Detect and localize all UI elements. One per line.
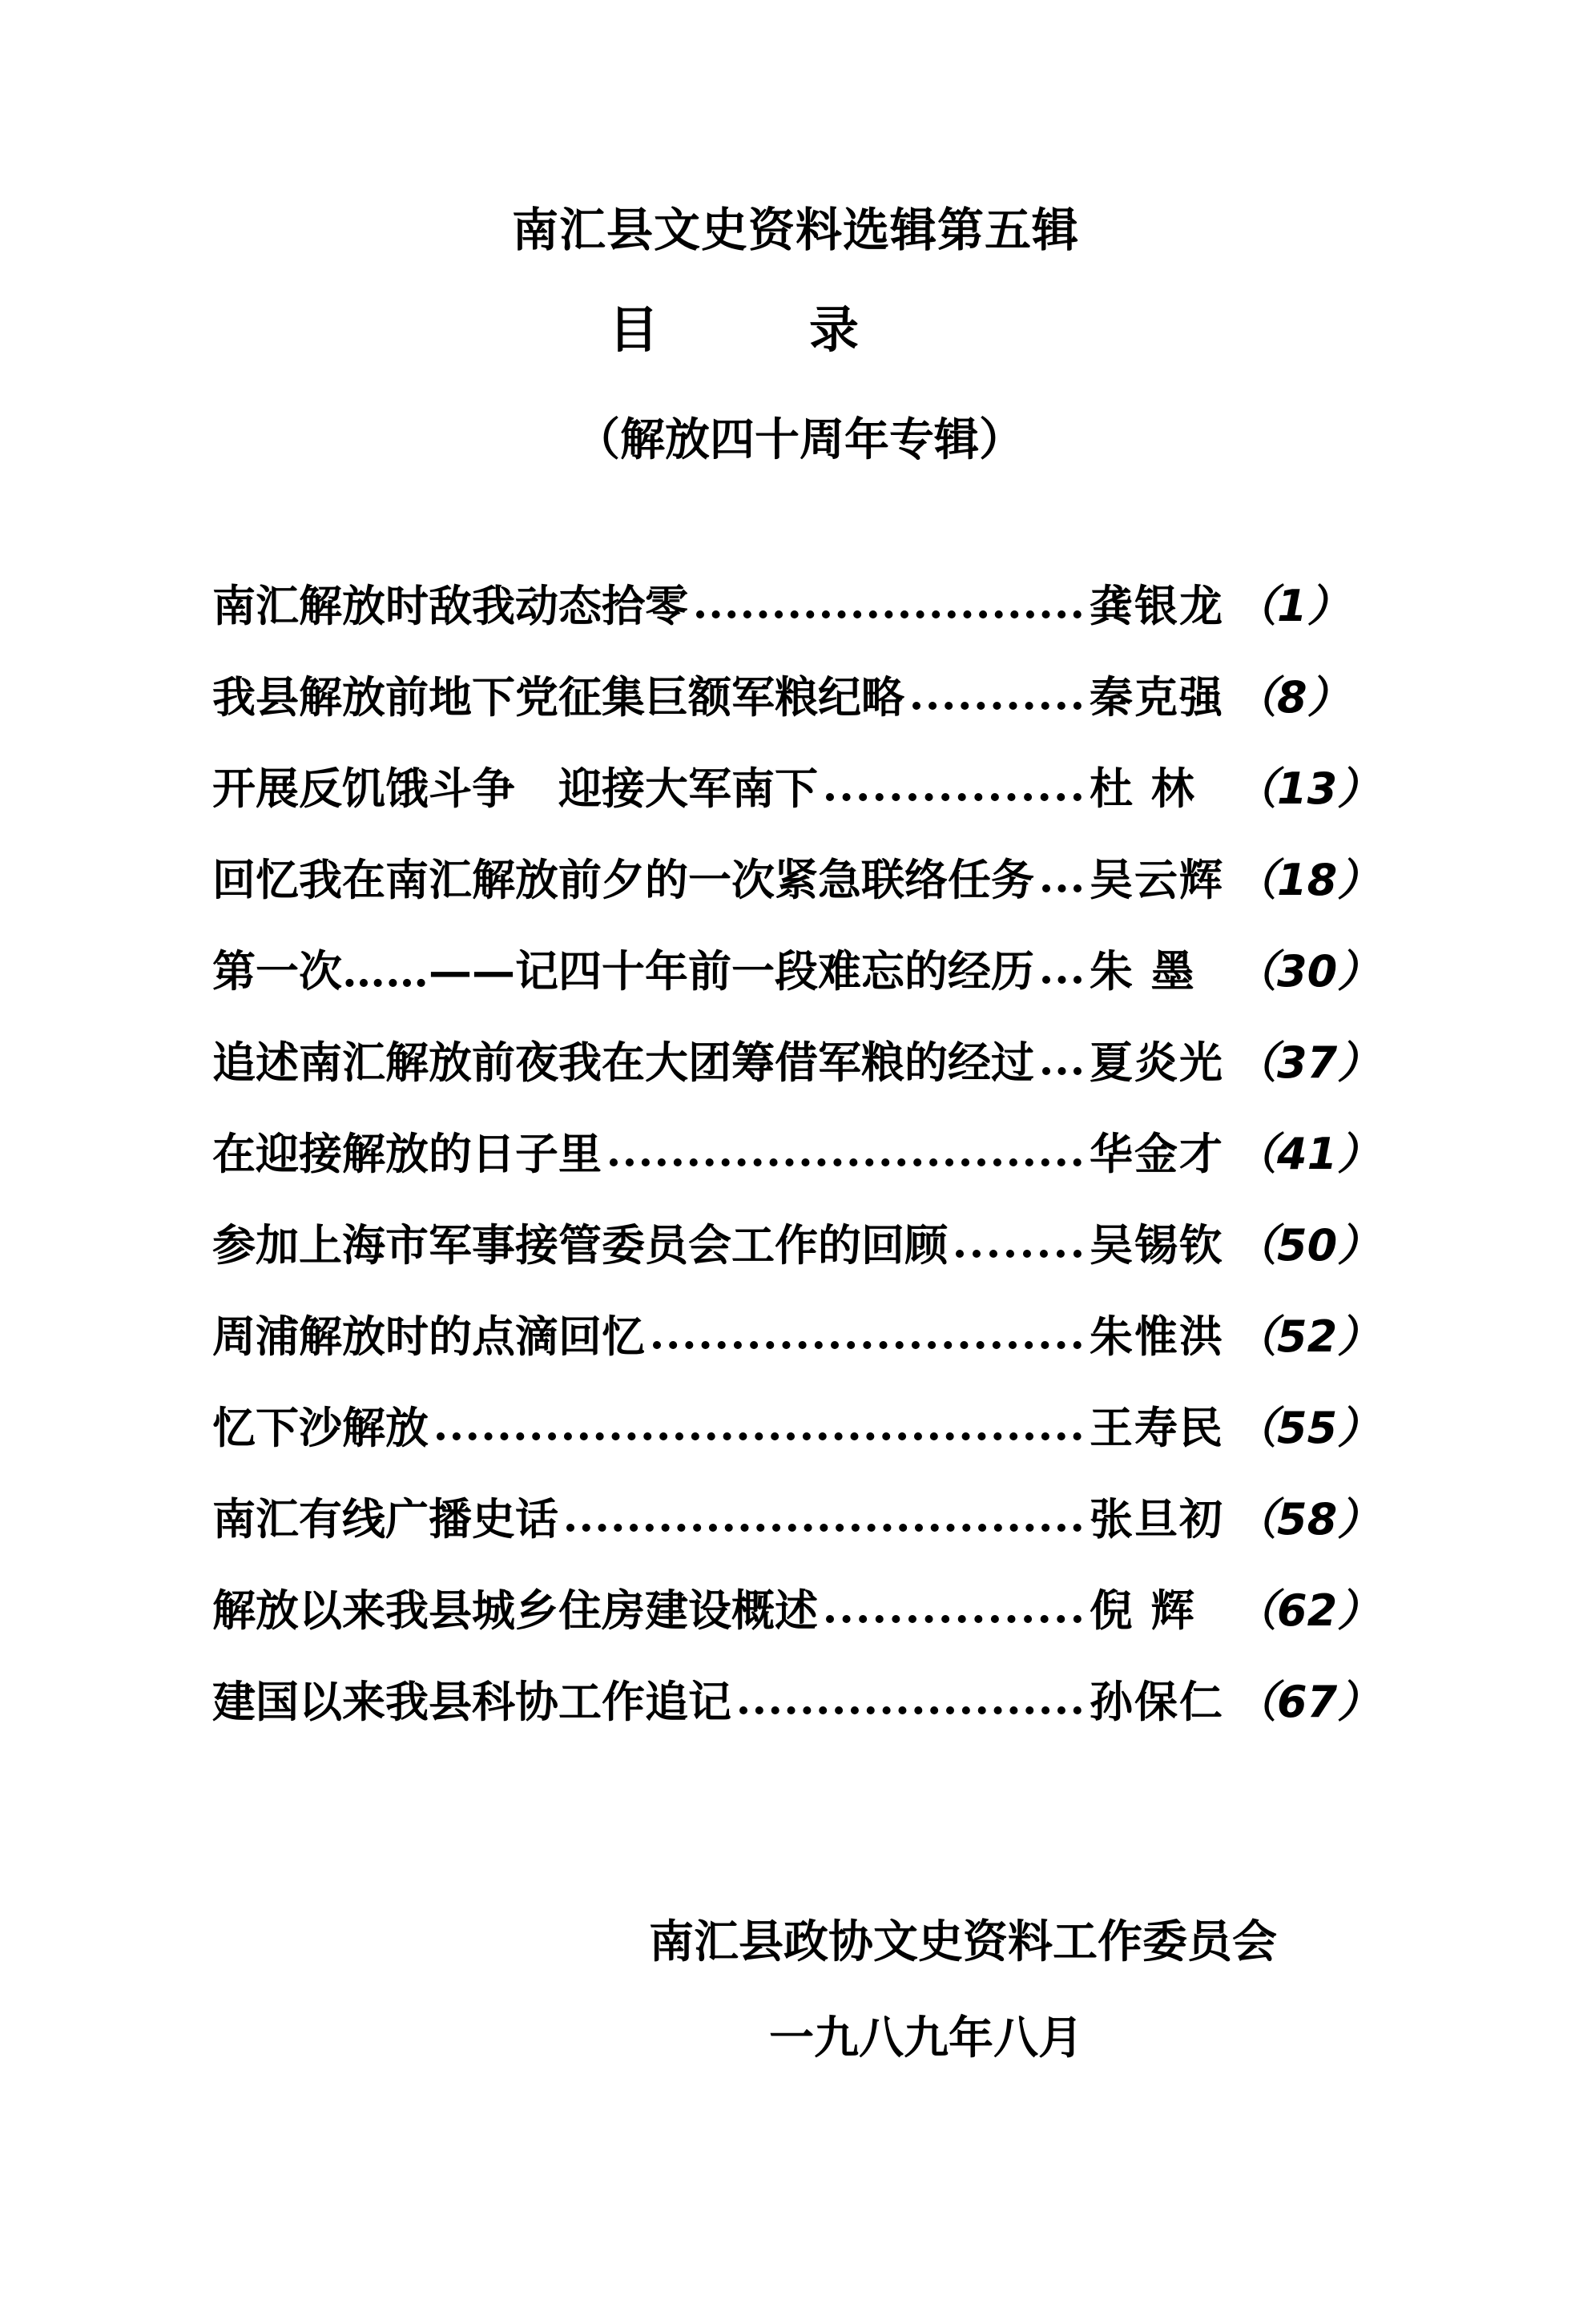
toc-entry (212, 922, 1381, 1013)
toc-entry-title: 追述南汇解放前夜我在大团筹借军粮的经过 (212, 1036, 1034, 1088)
leader-dots (826, 783, 1082, 801)
toc-entry-page: （55） (1234, 1402, 1381, 1453)
toc-entry-title: 南汇有线广播史话 (212, 1492, 558, 1545)
toc-entry-title: 参加上海市军事接管委员会工作的回顾 (212, 1218, 948, 1271)
publication-date: 一九八九年八月 (769, 2012, 1083, 2064)
toc-entry-page: （8） (1234, 671, 1351, 723)
toc-entry-author: 吴锡钦 (1090, 1218, 1224, 1271)
toc-entry-title: 忆下沙解放 (212, 1401, 429, 1453)
subtitle: （解放四十周年专辑） (575, 413, 1024, 466)
leader-dots (956, 1240, 1082, 1258)
toc-entry (212, 1287, 1381, 1379)
toc-entry-page: （13） (1234, 763, 1381, 814)
toc-entry-author: 夏炎光 (1090, 1036, 1224, 1088)
toc-entry-title: 回忆我在南汇解放前夕的一次紧急联络任务 (212, 853, 1034, 905)
toc-entry-page: （58） (1234, 1493, 1381, 1545)
toc-entry-page: （41） (1234, 1128, 1381, 1179)
toc-entry (212, 648, 1374, 739)
toc-entry-title: 开展反饥饿斗争 迎接大军南下 (212, 762, 818, 814)
toc-entry-title: 建国以来我县科协工作追记 (212, 1675, 731, 1727)
leader-dots (610, 1149, 1082, 1166)
toc-entry-page: （50） (1234, 1219, 1381, 1271)
series-title: 南汇县文史资料选辑第五辑 (511, 203, 1079, 257)
toc-entry (212, 1105, 1381, 1196)
toc-entry-author: 朱 墨 (1090, 945, 1196, 997)
toc-heading-char-1: 目 (609, 300, 659, 359)
toc-entry-author: 王寿民 (1090, 1401, 1224, 1453)
leader-dots (1042, 875, 1082, 892)
leader-dots (826, 1605, 1082, 1623)
leader-dots (566, 1514, 1082, 1532)
toc-heading-char-2: 录 (809, 300, 860, 359)
toc-entry-title: 解放以来我县城乡住房建设概述 (212, 1584, 818, 1636)
toc-entry-author: 倪 辉 (1090, 1584, 1196, 1636)
toc-entry (212, 1196, 1381, 1287)
table-of-contents (212, 557, 1381, 1744)
toc-entry-page: （30） (1234, 945, 1381, 997)
leader-dots (696, 601, 1082, 618)
toc-entry (212, 1561, 1381, 1653)
leader-dots (912, 692, 1082, 710)
toc-entry-author: 朱惟洪 (1090, 1310, 1224, 1362)
toc-entry-title: 第一次……——记四十年前一段难忘的经历 (212, 945, 1034, 997)
toc-entry-page: （67） (1234, 1676, 1381, 1727)
toc-entry (212, 1379, 1381, 1470)
toc-entry-author: 秦克强 (1090, 671, 1224, 723)
toc-entry-author: 杜 林 (1090, 762, 1196, 814)
leader-dots (1042, 966, 1082, 984)
toc-entry-author: 孙保仁 (1090, 1675, 1224, 1727)
toc-entry-title: 在迎接解放的日子里 (212, 1127, 602, 1179)
toc-entry (212, 1653, 1381, 1744)
toc-entry-page: （37） (1234, 1037, 1381, 1088)
toc-entry-page: （1） (1234, 580, 1351, 631)
toc-entry-author: 龚银龙 (1090, 579, 1224, 631)
toc-heading (0, 290, 1575, 359)
toc-entry-title: 周浦解放时的点滴回忆 (212, 1310, 645, 1362)
toc-entry-author: 吴云辉 (1090, 853, 1224, 905)
toc-entry (212, 831, 1381, 922)
toc-entry (212, 1013, 1381, 1105)
toc-entry-page: （62） (1234, 1585, 1381, 1636)
leader-dots (653, 1331, 1082, 1349)
leader-dots (437, 1423, 1082, 1440)
leader-dots (739, 1697, 1082, 1714)
toc-entry-title: 我县解放前地下党征集巨额军粮纪略 (212, 671, 904, 723)
toc-entry-author: 张旦初 (1090, 1492, 1224, 1545)
toc-entry (212, 1470, 1381, 1561)
publisher: 南汇县政协文史资料工作委员会 (649, 1915, 1277, 1968)
toc-entry-page: （52） (1234, 1311, 1381, 1362)
toc-entry-title: 南汇解放时敌我动态拾零 (212, 579, 688, 631)
leader-dots (1042, 1057, 1082, 1075)
toc-entry-author: 华金才 (1090, 1127, 1224, 1179)
toc-entry (212, 557, 1374, 648)
toc-entry (212, 739, 1381, 831)
toc-entry-page: （18） (1234, 854, 1381, 905)
